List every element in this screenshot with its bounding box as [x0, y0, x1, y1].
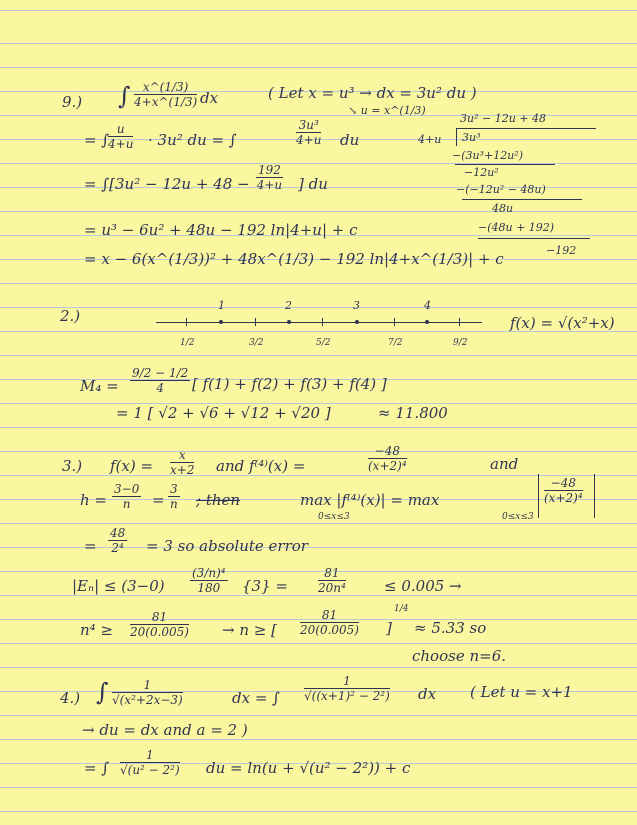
div-line4: 48u	[492, 202, 514, 215]
p1-integrand-den: 4+x^(1/3)	[134, 95, 198, 109]
bottom-tick-2: 3/2	[249, 338, 264, 348]
p4-int-b: dx = ∫	[232, 689, 280, 707]
p1-integrand-num: x^(1/3)	[134, 80, 197, 95]
p4-frac2-num: 1	[304, 674, 390, 689]
div-line2: −12u²	[464, 166, 499, 179]
p4-frac2-den: √((x+1)² − 2²)	[304, 689, 390, 703]
div-rule1	[455, 164, 555, 165]
p1-step1-frac2-num: 3u³	[296, 118, 321, 133]
div-bar	[456, 128, 596, 129]
div-bracket	[456, 128, 457, 146]
p1-dx: dx	[200, 89, 219, 107]
p3-n4-frac2-num: 81	[300, 608, 359, 623]
top-tick-3: 3	[353, 299, 360, 312]
p2-m4-frac	[130, 366, 190, 395]
p3-f4-frac-den: (x+2)⁴	[368, 459, 407, 473]
p3-f4-frac	[368, 444, 407, 473]
p3-n4-d: ≈ 5.33 so	[414, 619, 487, 637]
p1-step2-b: ] du	[298, 175, 328, 193]
p2-function: f(x) = √(x²+x)	[510, 314, 615, 332]
p3-h-frac2-den: n	[169, 497, 178, 511]
number-line	[156, 322, 482, 323]
div-quotient: 3u² − 12u + 48	[460, 112, 546, 125]
p3-n4-frac2-den: 20(0.005)	[300, 623, 359, 637]
p3-h-frac-num: 3−0	[114, 482, 140, 496]
p3-range2: 0≤x≤3	[502, 512, 534, 522]
div-line3: −(−12u² − 48u)	[456, 183, 546, 196]
bottom-tick-3: 5/2	[316, 338, 331, 348]
p4-line3-frac-den: √(u² − 2²)	[120, 763, 180, 777]
p3-max: max |f⁽⁴⁾(x)| = max	[300, 491, 440, 509]
p1-step1-frac-num: u	[108, 122, 133, 137]
problem-1-label: 9.)	[62, 93, 83, 111]
p2-m4-frac-den: 4	[156, 381, 164, 395]
p4-hint: ( Let u = x+1	[470, 683, 573, 701]
p3-n4-exp: 1/4	[394, 604, 409, 614]
p2-m4-approx: ≈ 11.800	[378, 404, 448, 422]
p1-step1-frac	[108, 122, 133, 151]
tick-half-9	[459, 318, 460, 326]
p2-m4-label: M₄ =	[80, 377, 119, 395]
p1-step1-a: = ∫	[84, 131, 110, 149]
p3-en-frac2	[318, 566, 346, 595]
integral-sign: ∫	[118, 82, 131, 110]
p3-and1: and f⁽⁴⁾(x) =	[216, 457, 306, 475]
p3-and2: and	[490, 455, 519, 473]
p3-n4-frac-den: 20(0.005)	[130, 625, 189, 639]
problem-4-label: 4.)	[60, 689, 81, 707]
bottom-tick-4: 7/2	[388, 338, 403, 348]
p4-frac-num: 1	[112, 678, 183, 693]
p3-then-text: ; then	[196, 491, 241, 509]
p3-eq-b: = 3 so absolute error	[146, 537, 308, 555]
p1-integrand	[134, 80, 197, 109]
p1-step2-a: = ∫[3u² − 12u + 48 −	[84, 175, 250, 193]
p1-step4: = x − 6(x^(1/3))² + 48x^(1/3) − 192 ln|4+x^(1/3)| + c	[84, 250, 504, 268]
top-tick-4: 4	[424, 299, 431, 312]
p3-n4-a: n⁴ ≥	[80, 621, 114, 639]
p3-fx-frac	[170, 448, 194, 477]
p4-integral-sign: ∫	[96, 678, 109, 706]
p1-substitution-hint: ( Let x = u³ → dx = 3u² du )	[268, 84, 477, 102]
p3-h-eq: =	[152, 491, 165, 509]
dot-3	[355, 320, 359, 324]
top-tick-1: 1	[218, 299, 225, 312]
p4-frac	[112, 678, 183, 707]
p3-f4-frac-num: −48	[368, 444, 407, 459]
p1-substitution-u: ↘ u = x^(1/3)	[348, 104, 426, 117]
p1-step1-b: · 3u² du = ∫	[148, 131, 237, 149]
p1-step1-frac-den: 4+u	[108, 137, 134, 151]
p3-en-frac2-den: 20n⁴	[318, 581, 346, 595]
p4-line3-a: = ∫	[84, 759, 110, 777]
p3-n4-frac	[130, 610, 189, 639]
bottom-tick-5: 9/2	[453, 338, 468, 348]
p3-n4-c: ]	[386, 619, 392, 637]
p3-range1: 0≤x≤3	[318, 512, 350, 522]
p3-en-frac	[190, 566, 228, 595]
p3-h-frac	[112, 482, 141, 511]
p3-en-frac-den: 180	[197, 581, 221, 595]
div-line5: −(48u + 192)	[478, 221, 555, 234]
p3-fx: f(x) =	[110, 457, 154, 475]
p3-fx-frac-den: x+2	[170, 463, 195, 477]
p3-h-frac2-num: 3	[170, 482, 178, 496]
p1-step1-c: du	[340, 131, 360, 149]
p3-en-b: {3} =	[242, 577, 288, 595]
p1-step1-frac2-den: 4+u	[296, 133, 322, 147]
p3-eq-frac-den: 2⁴	[111, 541, 124, 555]
p4-frac-den: √(x²+2x−3)	[112, 693, 183, 707]
p3-n4-b: → n ≥ [	[222, 621, 277, 639]
tick-half-7	[394, 318, 395, 326]
p3-en-frac2-num: 81	[318, 566, 346, 581]
p3-eq-a: =	[84, 537, 97, 555]
div-divisor: 4+u	[418, 133, 442, 146]
p3-abs-frac-den: (x+2)⁴	[544, 491, 583, 505]
div-rule3	[478, 238, 590, 239]
problem-3-label: 3.)	[62, 457, 83, 475]
tick-half-5	[322, 318, 323, 326]
p3-eq-frac-num: 48	[110, 526, 126, 540]
p4-frac2	[304, 674, 390, 703]
p1-step1-frac2	[296, 118, 321, 147]
top-tick-2: 2	[285, 299, 292, 312]
dot-4	[425, 320, 429, 324]
p2-m4-frac-num: 9/2 − 1/2	[132, 366, 189, 380]
p4-line3-frac	[120, 748, 180, 777]
dot-1	[219, 320, 223, 324]
p1-step2-frac-num: 192	[258, 163, 281, 177]
tick-half-1	[186, 318, 187, 326]
problem-2-label: 2.)	[60, 307, 81, 325]
p1-step2-frac	[256, 163, 283, 192]
p4-line3-frac-num: 1	[120, 748, 180, 763]
dot-2	[287, 320, 291, 324]
p3-en-a: |Eₙ| ≤ (3−0)	[72, 577, 165, 595]
div-rule2	[462, 199, 582, 200]
p3-n4-frac-num: 81	[130, 610, 189, 625]
p3-en-c: ≤ 0.005 →	[384, 577, 462, 595]
div-line1: −(3u³+12u²)	[452, 149, 524, 162]
p3-h: h =	[80, 491, 107, 509]
p3-fx-frac-num: x	[170, 448, 194, 463]
p3-then	[196, 492, 240, 509]
p2-m4-line2: = 1 [ √2 + √6 + √12 + √20 ]	[116, 404, 331, 422]
p3-en-frac-num: (3/n)⁴	[192, 566, 226, 580]
p3-abs-frac-num: −48	[544, 476, 583, 491]
p3-abs-left	[538, 474, 539, 518]
p3-h-frac-den: n	[122, 497, 131, 511]
p4-int-c: dx	[418, 685, 437, 703]
p3-eq-frac	[108, 526, 127, 555]
p3-abs-right	[594, 474, 595, 518]
bottom-tick-1: 1/2	[180, 338, 195, 348]
p1-step2-frac-den: 4+u	[256, 178, 283, 192]
p4-line3-b: du = ln(u + √(u² − 2²)) + c	[206, 759, 411, 777]
p4-line2: → du = dx and a = 2 )	[82, 721, 248, 739]
p2-m4-bracket: [ f(1) + f(2) + f(3) + f(4) ]	[192, 375, 387, 393]
tick-half-3	[255, 318, 256, 326]
p1-step3: = u³ − 6u² + 48u − 192 ln|4+u| + c	[84, 221, 358, 239]
p3-n4-frac2	[300, 608, 359, 637]
div-line6: −192	[546, 244, 577, 257]
p3-abs-frac	[544, 476, 583, 505]
p3-choose: choose n=6.	[412, 647, 507, 665]
p3-h-frac2	[168, 482, 180, 511]
div-dividend: 3u³	[462, 131, 481, 144]
